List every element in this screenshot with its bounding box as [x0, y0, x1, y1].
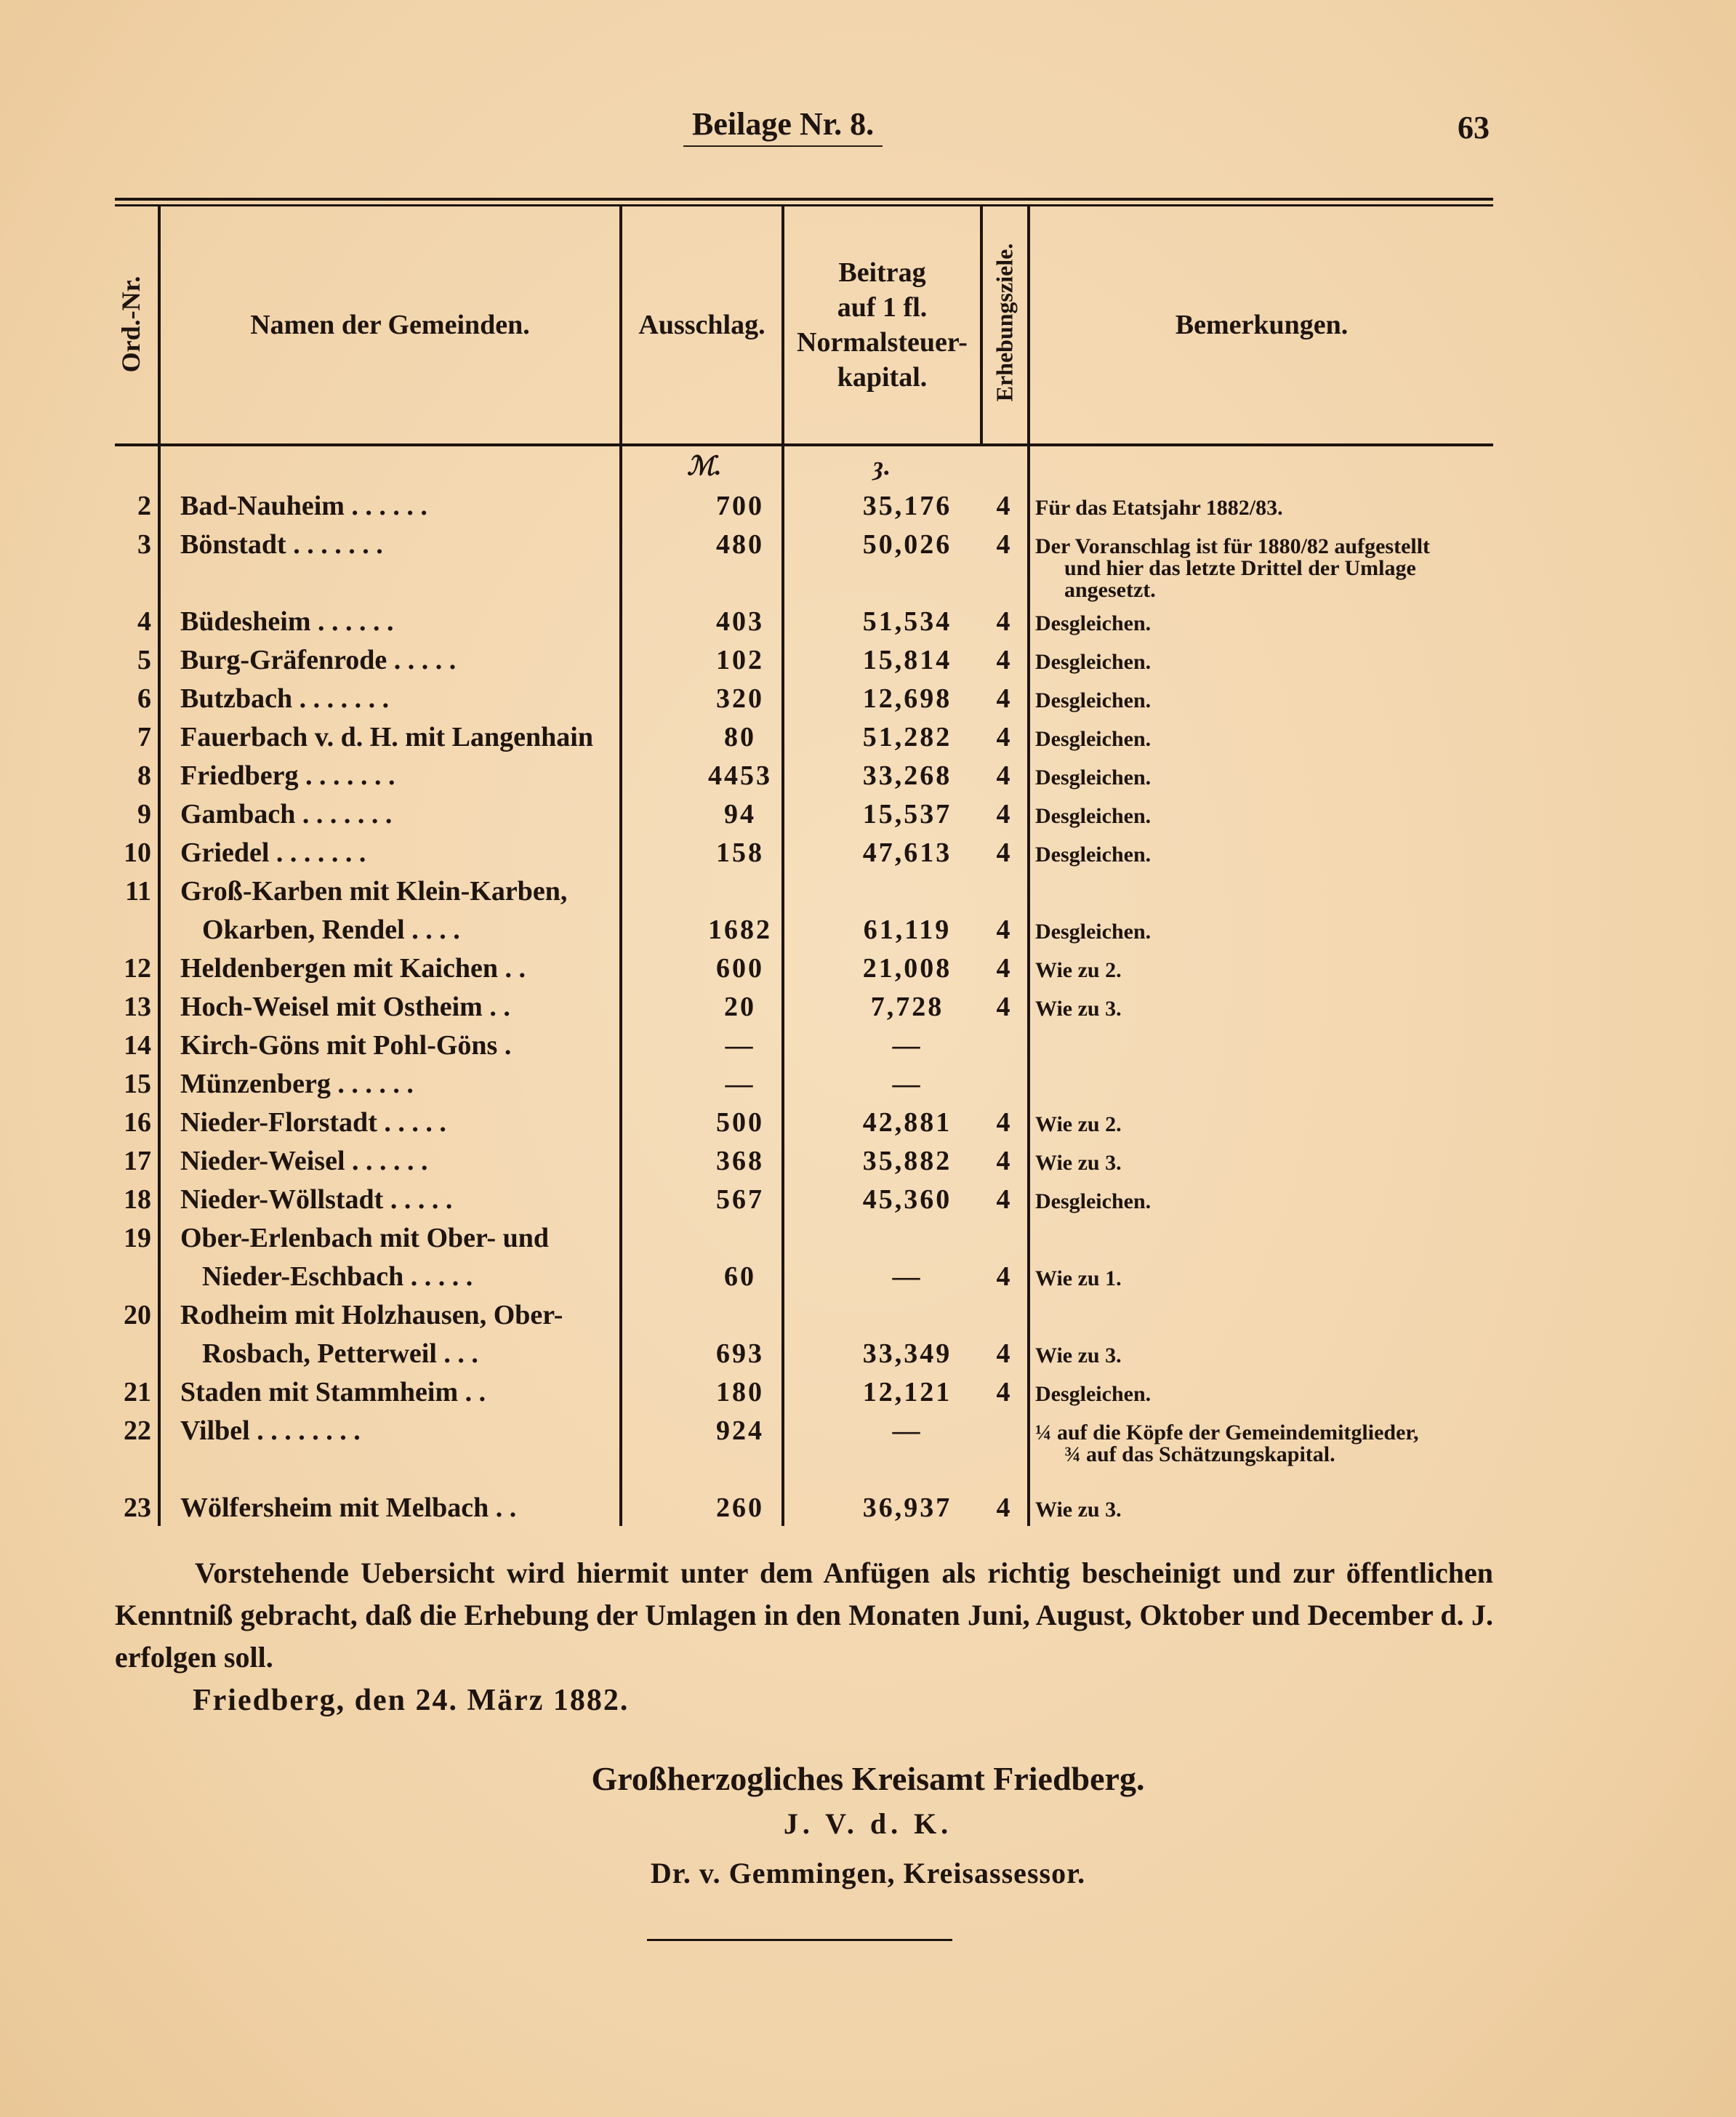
header-beitrag-line: auf 1 fl. — [837, 292, 928, 323]
erhebungsziele-value: 4 — [996, 529, 1010, 560]
remark-line: ¾ auf das Schätzungskapital. — [1064, 1442, 1335, 1466]
remark — [1035, 1345, 1122, 1367]
ausschlag-value: 700 — [716, 491, 764, 521]
ausschlag-value: 320 — [716, 683, 764, 714]
ausschlag-value: 500 — [716, 1107, 764, 1138]
municipality-name — [180, 1142, 428, 1181]
beitrag-value: — — [892, 1030, 923, 1061]
municipality-name — [180, 603, 393, 641]
row-number: 22 — [124, 1415, 151, 1446]
name-line: Nieder-Florstadt . . . . . — [180, 1107, 446, 1138]
remark-line: Desgleichen. — [1035, 766, 1152, 790]
row-number: 14 — [124, 1030, 151, 1061]
remark-line: Wie zu 2. — [1035, 958, 1122, 982]
municipality-name — [180, 795, 392, 834]
remark-line: Desgleichen. — [1035, 688, 1152, 712]
beitrag-value: 12,698 — [862, 683, 952, 714]
name-line: Griedel . . . . . . . — [180, 837, 366, 868]
municipality-name — [180, 680, 389, 718]
ausschlag-value: — — [725, 1069, 755, 1099]
name-line: Ober-Erlenbach mit Ober- und — [180, 1223, 550, 1253]
column-divider — [980, 206, 983, 446]
name-line: Kirch-Göns mit Pohl-Göns . — [180, 1030, 512, 1061]
erhebungsziele-value: 4 — [996, 915, 1010, 945]
row-number: 21 — [124, 1377, 151, 1407]
remark — [1035, 536, 1430, 601]
remark — [1035, 960, 1122, 981]
remark — [1035, 1383, 1151, 1405]
municipality-name — [180, 641, 456, 680]
erhebungsziele-value: 4 — [996, 799, 1010, 829]
row-number: 4 — [137, 606, 151, 637]
top-rule — [115, 198, 1493, 201]
erhebungsziele-value: 4 — [996, 1493, 1010, 1523]
ausschlag-value: 924 — [716, 1415, 764, 1446]
closing-rule — [647, 1939, 952, 1941]
beitrag-value: 42,881 — [862, 1107, 952, 1138]
remark — [1035, 998, 1122, 1020]
erhebungsziele-value: 4 — [996, 760, 1010, 791]
name-line: Friedberg . . . . . . . — [180, 760, 395, 791]
abbreviation: J. V. d. K. — [783, 1807, 953, 1840]
name-line: Butzbach . . . . . . . — [180, 683, 390, 714]
name-line: Heldenbergen mit Kaichen . . — [180, 953, 526, 984]
name-line: Nieder-Weisel . . . . . . — [180, 1146, 428, 1176]
remark — [1035, 1499, 1122, 1521]
name-line: Münzenberg . . . . . . — [180, 1069, 414, 1099]
paragraph-text: Vorstehende Uebersicht wird hiermit unter dem Anfügen als richtig bescheinigt und zur öffentlichen Kenntniß gebracht, daß die Erhebung der Umlagen in den Monaten Juni, August, Oktober und December d. J. erfolgen soll. — [115, 1556, 1493, 1674]
beitrag-value: 50,026 — [862, 529, 952, 560]
municipality-name — [180, 757, 395, 795]
header-beitrag-line: Beitrag — [838, 257, 926, 288]
authority: Großherzogliches Kreisamt Friedberg. — [591, 1760, 1145, 1797]
ausschlag-value: 260 — [716, 1493, 764, 1523]
beitrag-value: 21,008 — [862, 953, 952, 984]
beitrag-value: 35,882 — [862, 1146, 952, 1176]
remark — [1035, 844, 1151, 866]
unit-mark: ℳ. — [687, 451, 722, 481]
ausschlag-value: 180 — [716, 1377, 764, 1407]
erhebungsziele-value: 4 — [996, 491, 1010, 521]
remark — [1035, 497, 1283, 519]
remark-line: Desgleichen. — [1035, 920, 1152, 944]
name-line: Hoch-Weisel mit Ostheim . . — [180, 992, 510, 1022]
row-number: 6 — [137, 683, 151, 714]
page-number: 63 — [1458, 110, 1490, 145]
municipality-name — [180, 949, 526, 988]
row-number: 2 — [137, 491, 151, 521]
remark-line: Desgleichen. — [1035, 611, 1152, 635]
remark-line: Wie zu 3. — [1035, 997, 1122, 1021]
ausschlag-value: 567 — [716, 1184, 764, 1215]
erhebungsziele-value: 4 — [996, 1146, 1010, 1176]
beitrag-value: 51,534 — [862, 606, 952, 637]
supplement-title: Beilage Nr. 8. — [683, 105, 883, 147]
municipality-name — [180, 718, 593, 757]
ausschlag-value: 368 — [716, 1146, 764, 1176]
erhebungsziele-value: 4 — [996, 683, 1010, 714]
header-beitrag-line: kapital. — [837, 362, 928, 393]
row-number: 8 — [137, 760, 151, 791]
municipality-name — [180, 1104, 446, 1142]
header-beitrag — [784, 206, 980, 443]
certification-paragraph — [115, 1552, 1493, 1679]
row-number: 10 — [124, 837, 151, 868]
ausschlag-value: 80 — [724, 722, 756, 752]
erhebungsziele-value: 4 — [996, 1261, 1010, 1292]
municipality-name — [180, 1219, 549, 1296]
municipality-name — [180, 526, 383, 564]
ausschlag-value: 600 — [716, 953, 764, 984]
name-line: Rosbach, Petterweil . . . — [202, 1338, 478, 1369]
remark-line: Desgleichen. — [1035, 1382, 1152, 1406]
row-number: 23 — [124, 1493, 151, 1523]
ausschlag-value: 480 — [716, 529, 764, 560]
erhebungsziele-value: 4 — [996, 606, 1010, 637]
remark — [1035, 651, 1151, 673]
ausschlag-value: — — [725, 1030, 755, 1061]
beitrag-value: 36,937 — [862, 1493, 952, 1523]
remark — [1035, 767, 1151, 789]
name-line: Büdesheim . . . . . . — [180, 606, 394, 637]
row-number: 9 — [137, 799, 151, 829]
beitrag-value: 47,613 — [862, 837, 952, 868]
erhebungsziele-value: 4 — [996, 1338, 1010, 1369]
remark — [1035, 1152, 1122, 1174]
beitrag-value: 33,268 — [862, 760, 952, 791]
erhebungsziele-value: 4 — [996, 837, 1010, 868]
row-number: 13 — [124, 992, 151, 1022]
beitrag-value: — — [892, 1415, 923, 1446]
row-number: 12 — [124, 953, 151, 984]
beitrag-value: 51,282 — [862, 722, 952, 752]
row-number: 17 — [124, 1146, 151, 1176]
remark-line: angesetzt. — [1064, 578, 1156, 602]
municipality-name — [180, 1027, 511, 1065]
remark — [1035, 1268, 1122, 1290]
name-line: Nieder-Eschbach . . . . . — [202, 1261, 473, 1292]
header-ord-nr: Ord.-Nr. — [116, 276, 145, 373]
remark-line: Wie zu 1. — [1035, 1266, 1122, 1290]
ausschlag-value: 158 — [716, 837, 764, 868]
erhebungsziele-value: 4 — [996, 722, 1010, 752]
ausschlag-value: 1682 — [708, 915, 772, 945]
unit-pfennig: ȝ. — [872, 451, 891, 481]
erhebungsziele-value: 4 — [996, 953, 1010, 984]
name-line: Nieder-Wöllstadt . . . . . — [180, 1184, 453, 1215]
name-line: Rodheim mit Holzhausen, Ober- — [180, 1300, 563, 1330]
remark — [1035, 1114, 1122, 1136]
row-number: 7 — [137, 722, 151, 752]
beitrag-value: — — [892, 1261, 923, 1292]
remark-line: Desgleichen. — [1035, 650, 1152, 674]
name-line: Groß-Karben mit Klein-Karben, — [180, 876, 568, 907]
header-erhebungsziele: Erhebungsziele. — [991, 243, 1018, 402]
place-date: Friedberg, den 24. März 1882. — [193, 1684, 630, 1717]
header-name: Namen der Gemeinden. — [250, 310, 530, 340]
row-number: 11 — [125, 876, 151, 907]
remark-line: Der Voranschlag ist für 1880/82 aufgestellt — [1035, 534, 1431, 558]
erhebungsziele-value: 4 — [996, 1184, 1010, 1215]
row-number: 20 — [124, 1300, 151, 1330]
erhebungsziele-value: 4 — [996, 992, 1010, 1022]
name-line: Bad-Nauheim . . . . . . — [180, 491, 427, 521]
row-number: 19 — [124, 1223, 151, 1253]
ausschlag-value: 4453 — [708, 760, 772, 791]
name-line: Okarben, Rendel . . . . — [202, 915, 460, 945]
beitrag-value: 35,176 — [862, 491, 952, 521]
remark-line: Desgleichen. — [1035, 727, 1152, 751]
name-line: Bönstadt . . . . . . . — [180, 529, 383, 560]
remark-line: Wie zu 3. — [1035, 1498, 1122, 1522]
signatory: Dr. v. Gemmingen, Kreisassessor. — [650, 1857, 1086, 1889]
name-line: Vilbel . . . . . . . . — [180, 1415, 361, 1446]
ausschlag-value: 403 — [716, 606, 764, 637]
municipality-name — [180, 1489, 516, 1527]
municipality-name — [180, 988, 510, 1027]
beitrag-value: 61,119 — [863, 915, 952, 945]
remark — [1035, 921, 1151, 943]
erhebungsziele-value: 4 — [996, 645, 1010, 675]
municipality-name — [180, 834, 366, 872]
ausschlag-value: 102 — [716, 645, 764, 675]
remark — [1035, 613, 1151, 635]
remark — [1035, 1422, 1418, 1466]
name-line: Staden mit Stammheim . . — [180, 1377, 486, 1407]
ausschlag-value: 693 — [716, 1338, 764, 1369]
municipality-name — [180, 1373, 486, 1412]
remark — [1035, 728, 1151, 750]
remark-line: Wie zu 2. — [1035, 1112, 1122, 1136]
ausschlag-value: 20 — [724, 992, 756, 1022]
name-line: Gambach . . . . . . . — [180, 799, 393, 829]
remark — [1035, 690, 1151, 712]
remark — [1035, 806, 1151, 827]
name-line: Burg-Gräfenrode . . . . . — [180, 645, 457, 675]
remark-line: Wie zu 3. — [1035, 1151, 1122, 1175]
name-line: Wölfersheim mit Melbach . . — [180, 1493, 517, 1523]
beitrag-value: 45,360 — [862, 1184, 952, 1215]
remark-line: Wie zu 3. — [1035, 1343, 1122, 1367]
row-number: 15 — [124, 1069, 151, 1099]
remark — [1035, 1191, 1151, 1213]
municipality-name — [180, 1065, 414, 1104]
remark-line: und hier das letzte Drittel der Umlage — [1064, 556, 1416, 580]
remark-line: Für das Etatsjahr 1882/83. — [1035, 496, 1283, 520]
municipality-name — [180, 1181, 452, 1219]
erhebungsziele-value: 4 — [996, 1107, 1010, 1138]
remark-line: ¼ auf die Köpfe der Gemeindemitglieder, — [1035, 1421, 1419, 1445]
beitrag-value: 7,728 — [870, 992, 944, 1022]
row-number: 16 — [124, 1107, 151, 1138]
erhebungsziele-value: 4 — [996, 1377, 1010, 1407]
remark-line: Desgleichen. — [1035, 804, 1152, 828]
municipality-name — [180, 487, 427, 526]
remark-line: Desgleichen. — [1035, 843, 1152, 867]
header-rule — [115, 443, 1493, 446]
beitrag-value: 12,121 — [862, 1377, 952, 1407]
beitrag-value: — — [892, 1069, 923, 1099]
header-ausschlag: Ausschlag. — [638, 310, 765, 340]
municipality-name — [180, 872, 567, 949]
beitrag-value: 15,814 — [862, 645, 952, 675]
beitrag-value: 33,349 — [862, 1338, 952, 1369]
header-beitrag-line: Normalsteuer- — [797, 327, 968, 358]
municipality-name — [180, 1296, 563, 1373]
row-number: 3 — [137, 529, 151, 560]
ausschlag-value: 60 — [724, 1261, 756, 1292]
remark-line: Desgleichen. — [1035, 1189, 1152, 1213]
row-number: 18 — [124, 1184, 151, 1215]
municipality-name — [180, 1412, 361, 1450]
row-number: 5 — [137, 645, 151, 675]
name-line: Fauerbach v. d. H. mit Langenhain — [180, 722, 593, 752]
header-bemerkungen: Bemerkungen. — [1175, 310, 1349, 340]
ausschlag-value: 94 — [724, 799, 756, 829]
beitrag-value: 15,537 — [862, 799, 952, 829]
